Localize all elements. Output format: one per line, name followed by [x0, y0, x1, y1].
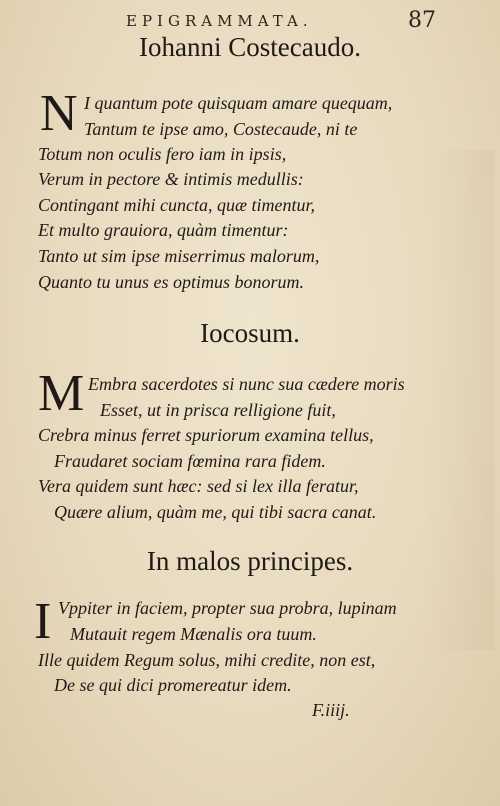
verse-line: Quære alium, quàm me, qui tibi sacra canat.	[54, 502, 377, 522]
running-head: EPIGRAMMATA.	[126, 12, 313, 30]
verse-line: Mutauit regem Mænalis ora tuum.	[70, 624, 317, 644]
verse-line: Esset, ut in prisca relligione fuit,	[100, 400, 336, 420]
drop-cap: M	[38, 365, 85, 422]
drop-cap: N	[40, 85, 78, 142]
verse-line: Crebra minus ferret spuriorum examina tellus,	[38, 425, 374, 445]
verse-line: I quantum pote quisquam amare quequam,	[84, 93, 393, 113]
verse-line: Tantum te ipse amo, Costecaude, ni te	[84, 119, 358, 139]
verse-line: Vppiter in faciem, propter sua probra, lupinam	[58, 598, 397, 618]
poem-title-costecaudo: Iohanni Costecaudo.	[139, 32, 361, 62]
verse-line: Embra sacerdotes si nunc sua cædere moris	[88, 374, 405, 394]
verse-line: De se qui dici promereatur idem.	[54, 675, 292, 695]
verse-line: Ille quidem Regum solus, mihi credite, non est,	[38, 650, 376, 670]
verse-line: Fraudaret sociam fœmina rara fidem.	[54, 451, 326, 471]
verse-line: Verum in pectore & intimis medullis:	[38, 169, 304, 189]
poem-title-in-malos-principes: In malos principes.	[146, 546, 354, 576]
poem-title-iocosum: Iocosum.	[200, 318, 300, 348]
verse-line: Quanto tu unus es optimus bonorum.	[38, 272, 305, 292]
verse-line: Vera quidem sunt hæc: sed si lex illa feratur,	[38, 476, 359, 496]
drop-cap: I	[34, 593, 52, 650]
verse-line: Totum non oculis fero iam in ipsis,	[38, 144, 287, 164]
verse-line: Tanto ut sim ipse miserrimus malorum,	[38, 246, 320, 266]
signature-mark: F.iiij.	[312, 700, 350, 720]
verse-line: Contingant mihi cuncta, quæ timentur,	[38, 195, 315, 215]
verse-line: Et multo grauiora, quàm timentur:	[38, 220, 289, 240]
page-number: 87	[408, 8, 436, 33]
